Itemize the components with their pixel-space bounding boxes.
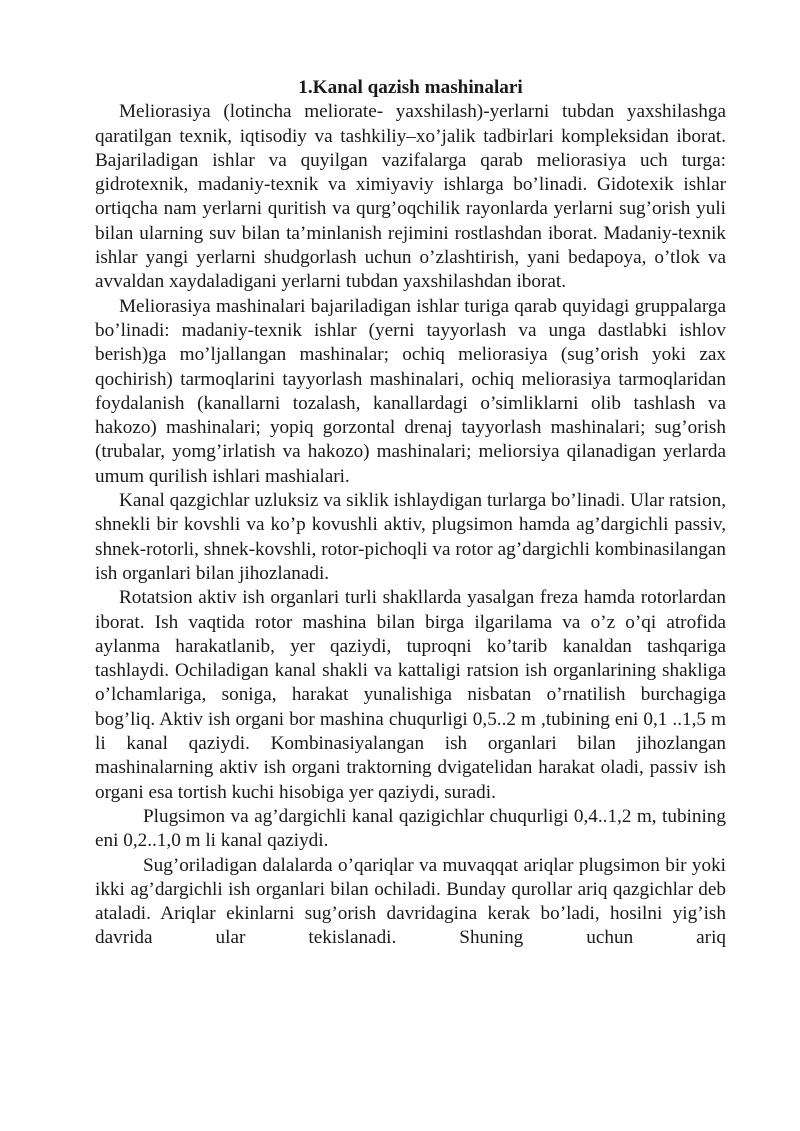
paragraph-6: Sug’oriladigan dalalarda o’qariqlar va muvaqqat ariqlar plugsimon bir yoki ikki ag’dargichli ish organlari bilan ochiladi. Bunday qurollar ariq qazgichlar deb ataladi. Ariqlar ekinlarni sug’orish davridagina kerak bo’ladi, hosilni yig’ish davrida ular tekislanadi. Shuning uchun ariq — [95, 854, 726, 949]
paragraph-2: Meliorasiya mashinalari bajariladigan ishlar turiga qarab quyidagi gruppalarga bo’linadi: madaniy-texnik ishlar (yerni tayyorlash va unga dastlabki ishlov berish)ga mo’ljallangan mashinalar; ochiq meliorasiya (sug’orish yoki zax qochirish) tarmoqlarini tayyorlash mashinalari, ochiq meliorasiya tarmoqlaridan foydalanish (kanallarni tozalash, kanallardagi o’simliklarni olib tashlash va hakozo) mashinalari; yopiq gorzontal drenaj tayyorlash mashinalari; sug’orish (trubalar, yomg’irlatish va hakozo) mashinalari; meliorsiya qilanadigan yerlarda umum qurilish ishlari mashialari. — [95, 295, 726, 487]
document-title: 1.Kanal qazish mashinalari — [298, 77, 523, 98]
document-page — [95, 76, 726, 951]
paragraph-3: Kanal qazgichlar uzluksiz va siklik ishlaydigan turlarga bo’linadi. Ular ratsion, shnekli bir kovshli va ko’p kovushli aktiv, plugsimon hamda ag’dargichli passiv, shnek-rotorli, shnek-kovshli, rotor-pichoqli va rotor ag’dargichli kombinasilangan ish organlari bilan jihozlanadi. — [95, 490, 726, 584]
paragraph-4: Rotatsion aktiv ish organlari turli shakllarda yasalgan freza hamda rotorlardan iborat. Ish vaqtida rotor mashina bilan birga ilgarilama va o’z o’qi atrofida aylanma harakatlanib, yer qaziydi, tuproqni ko’tarib kanaldan tashqariga tashlaydi. Ochiladigan kanal shakli va kattaligi ratsion ish organlarining shakliga o’lchamlariga, soniga, harakat yunalishiga nisbatan o’rnatilish burchagiga bog’liq. Aktiv ish organi bor mashina chuqurligi 0,5..2 m ,tubining eni 0,1 ..1,5 m li kanal qaziydi. Kombinasiyalangan ish organlari bilan jihozlangan mashinalarning aktiv ish organi traktorning dvigatelidan harakat oladi, passiv ish organi esa tortish kuchi hisobiga yer qaziydi, suradi. — [95, 587, 726, 803]
paragraph-1: Meliorasiya (lotincha meliorate- yaxshilash)-yerlarni tubdan yaxshilashga qaratilgan texnik, iqtisodiy va tashkiliy–xo’jalik tadbirlari kompleksidan iborat. Bajariladigan ishlar va quyilgan vazifalarga qarab meliorasiya uch turga: gidrotexnik, madaniy-texnik va ximiyaviy ishlarga bo’linadi. Gidotexik ishlar ortiqcha nam yerlarni quritish va qurg’oqchilik rayonlarda yerlarni sug’orish yuli bilan ularning suv bilan ta’minlanish rejimini rostlashdan iborat. Madaniy-texnik ishlar yangi yerlarni shudgorlash uchun o’zlashtirish, yani bedapoya, o’tlok va avvaldan xaydaladigani yerlarni tubdan yaxshilashdan iborat. — [95, 101, 726, 293]
paragraph-5: Plugsimon va ag’dargichli kanal qazigichlar chuqurligi 0,4..1,2 m, tubining eni 0,2..1,0 m li kanal qaziydi. — [95, 805, 726, 852]
